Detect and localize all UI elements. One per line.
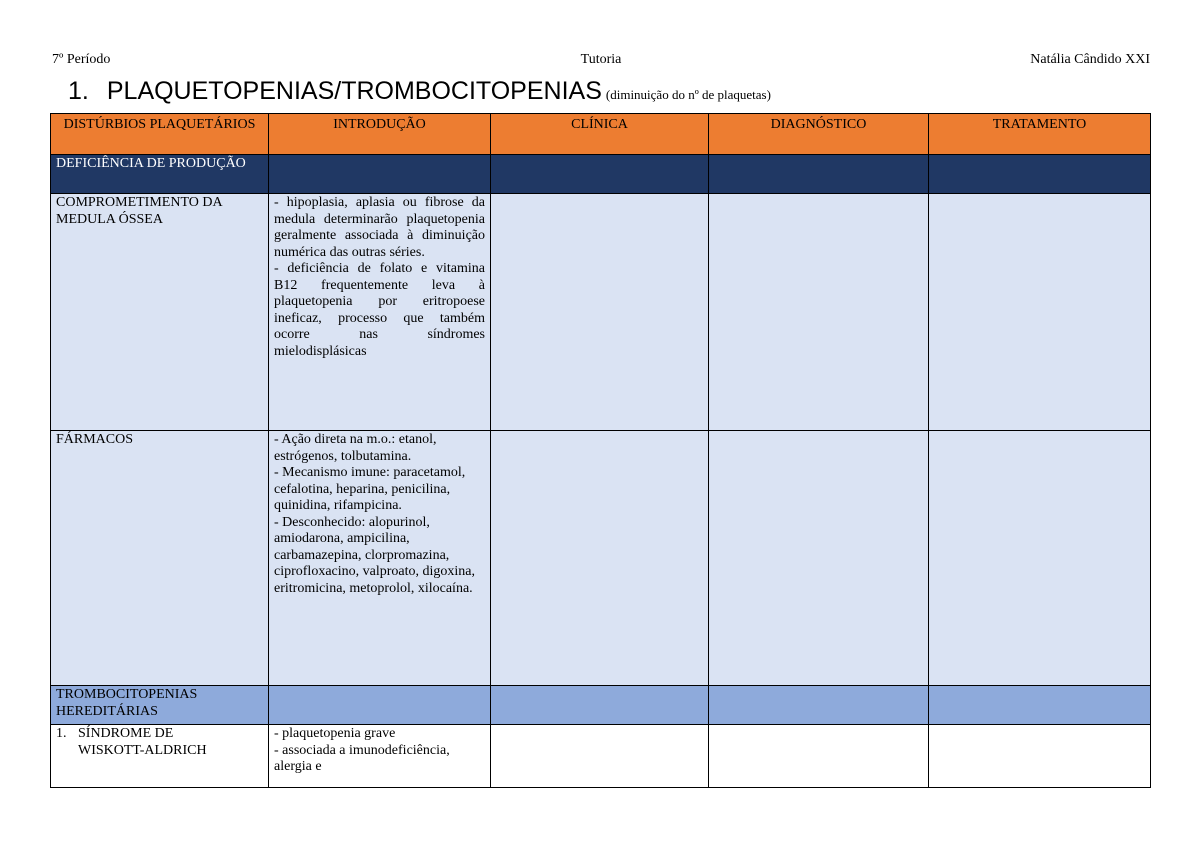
disorders-table xyxy=(50,113,1151,788)
col-header-diagnostico: DIAGNÓSTICO xyxy=(709,114,929,155)
section-label-hereditarias: TROMBOCITOPENIAS HEREDITÁRIAS xyxy=(51,686,269,725)
table-cell xyxy=(929,725,1151,788)
header-author: Natália Cândido XXI xyxy=(1030,52,1150,67)
intro-cell-wiskott xyxy=(269,725,491,788)
table-cell xyxy=(709,725,929,788)
table-cell xyxy=(269,686,491,725)
table-cell xyxy=(491,155,709,194)
page-header xyxy=(52,52,1150,70)
intro-medula-2: - deficiência de folato e vitamina B12 frequentemente leva à plaquetopenia por eritropoese ineficaz, processo que também ocorre nas síndromes mielodisplásicas xyxy=(274,261,485,359)
page-title xyxy=(52,74,771,112)
col-header-disturbios: DISTÚRBIOS PLAQUETÁRIOS xyxy=(51,114,269,155)
intro-wiskott-2: - associada a imunodeficiência, alergia e xyxy=(274,742,450,774)
table-row-wiskott xyxy=(51,725,1151,788)
title-number: 1. xyxy=(68,77,89,105)
intro-farmacos-2: - Mecanismo imune: paracetamol, cefalotina, heparina, penicilina, quinidina, rifampicina. xyxy=(274,465,466,513)
table-row-farmacos xyxy=(51,431,1151,686)
col-header-clinica: CLÍNICA xyxy=(491,114,709,155)
table-cell xyxy=(929,686,1151,725)
table-cell xyxy=(491,686,709,725)
table-cell xyxy=(709,155,929,194)
row-label-farmacos: FÁRMACOS xyxy=(51,431,269,686)
table-header-row xyxy=(51,114,1151,155)
intro-farmacos-3: - Desconhecido: alopurinol, amiodarona, ampicilina, carbamazepina, clorpromazina, ciprofloxacino, valproato, digoxina, eritromicina, metoprolol, xilocaína. xyxy=(274,514,475,596)
table-cell xyxy=(929,194,1151,431)
table-cell xyxy=(709,194,929,431)
intro-cell-medula xyxy=(269,194,491,431)
table-cell xyxy=(709,431,929,686)
table-cell xyxy=(491,431,709,686)
header-period: 7º Período xyxy=(52,52,111,67)
intro-medula-1: - hipoplasia, aplasia ou fibrose da medula determinarão plaquetopenia geralmente associada à diminuição numérica das outras séries. xyxy=(274,195,485,260)
row-label-wiskott xyxy=(51,725,269,788)
table-row-medula xyxy=(51,194,1151,431)
wiskott-label-1: SÍNDROME DE xyxy=(78,726,174,741)
table-cell xyxy=(269,155,491,194)
intro-farmacos-1: - Ação direta na m.o.: etanol, estrógenos, tolbutamina. xyxy=(274,432,437,464)
table-cell xyxy=(491,194,709,431)
wiskott-label-2: WISKOTT-ALDRICH xyxy=(78,742,207,758)
table-cell xyxy=(709,686,929,725)
list-number: 1. xyxy=(56,726,67,741)
col-header-tratamento: TRATAMENTO xyxy=(929,114,1151,155)
title-subtitle: (diminuição do nº de plaquetas) xyxy=(605,87,771,102)
title-text: PLAQUETOPENIAS/TROMBOCITOPENIAS xyxy=(106,77,602,105)
table-cell xyxy=(929,155,1151,194)
intro-cell-farmacos xyxy=(269,431,491,686)
col-header-introducao: INTRODUÇÃO xyxy=(269,114,491,155)
intro-wiskott-1: - plaquetopenia grave xyxy=(274,726,396,741)
header-course: Tutoria xyxy=(580,52,622,67)
table-cell xyxy=(491,725,709,788)
section-row-producao xyxy=(51,155,1151,194)
section-row-hereditarias xyxy=(51,686,1151,725)
table-cell xyxy=(929,431,1151,686)
row-label-medula: COMPROMETIMENTO DA MEDULA ÓSSEA xyxy=(51,194,269,431)
section-label-producao: DEFICIÊNCIA DE PRODUÇÃO xyxy=(51,155,269,194)
